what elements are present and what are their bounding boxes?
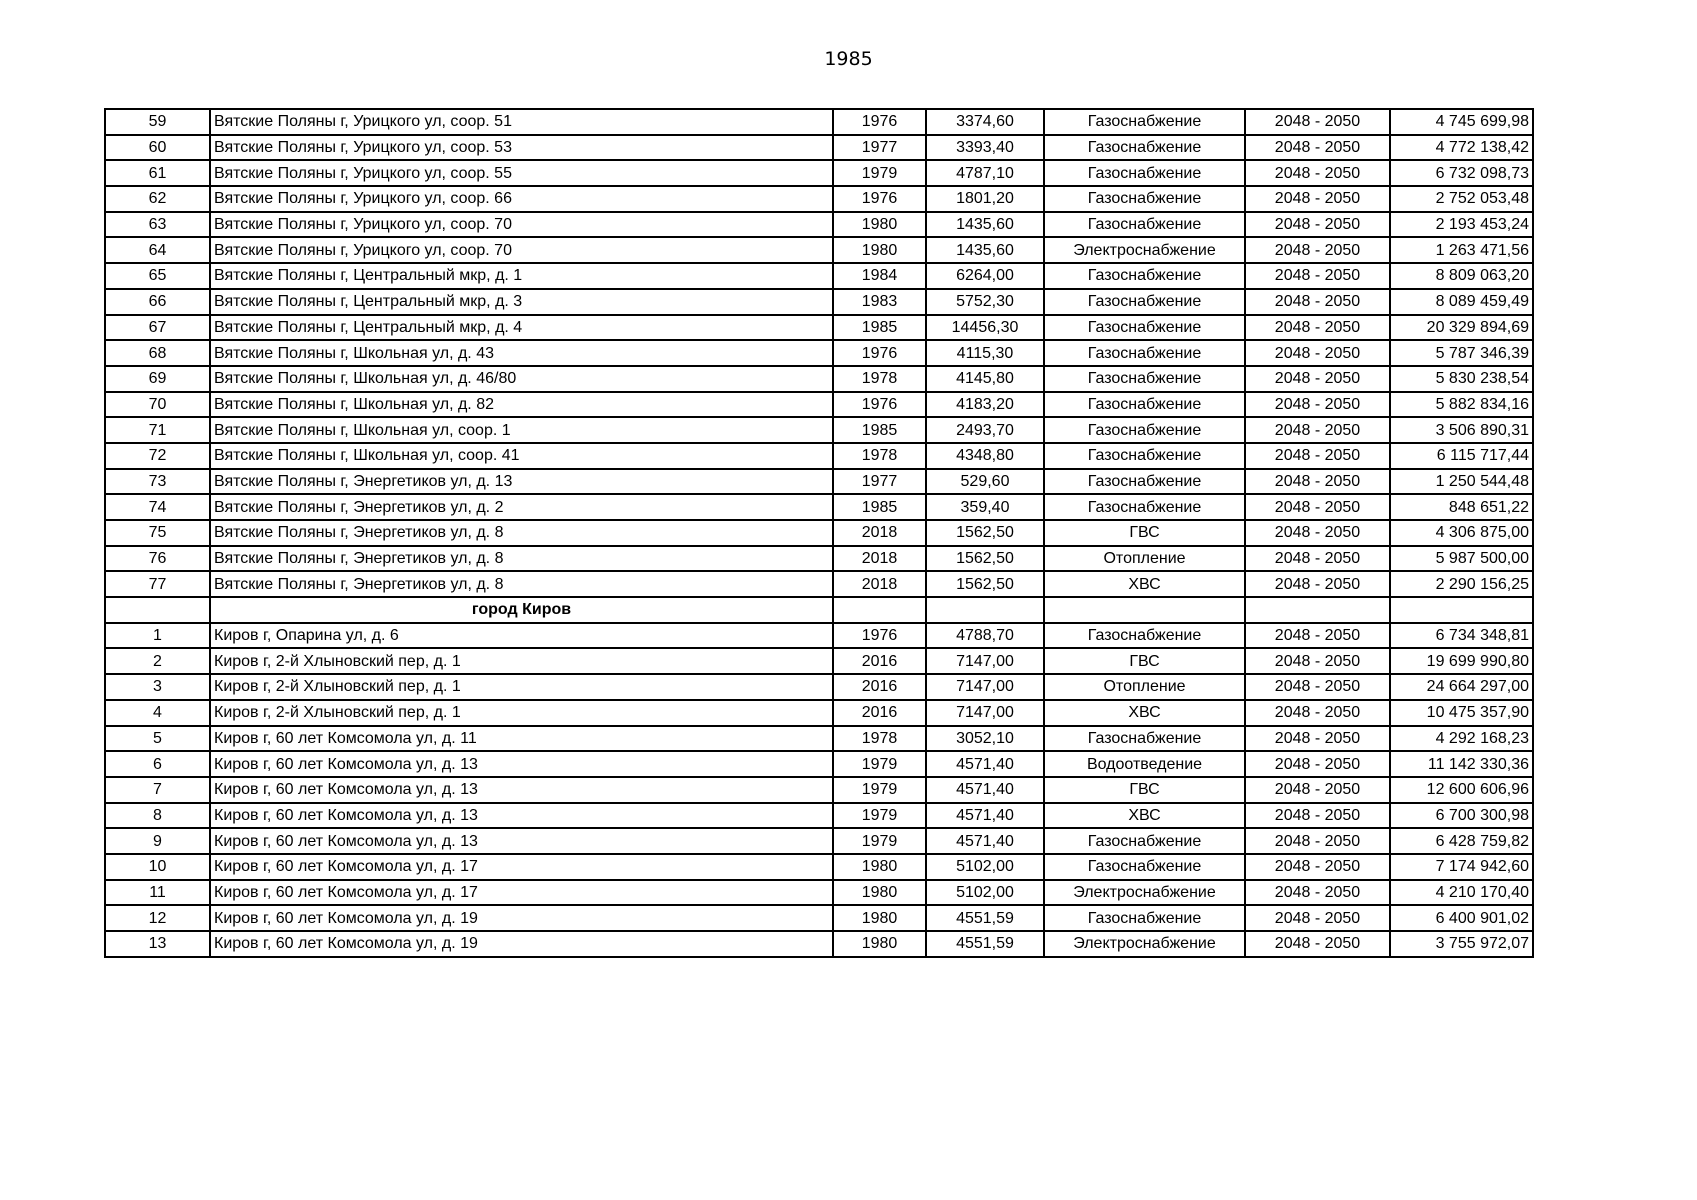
period-cell: 2048 - 2050 [1245,392,1390,418]
table-row [105,340,1533,366]
area-cell: 7147,00 [926,700,1044,726]
year-cell: 1976 [833,392,926,418]
address-cell: Вятские Поляны г, Школьная ул, соор. 41 [210,443,833,469]
service-type-cell: Газоснабжение [1044,905,1245,931]
row-number-cell: 59 [105,109,210,135]
period-cell: 2048 - 2050 [1245,828,1390,854]
cost-cell: 19 699 990,80 [1390,648,1533,674]
year-cell: 1980 [833,212,926,238]
address-cell: Киров г, Опарина ул, д. 6 [210,623,833,649]
cost-cell: 1 263 471,56 [1390,237,1533,263]
section-title: город Киров [210,597,833,623]
year-cell: 1985 [833,494,926,520]
service-type-cell: Газоснабжение [1044,289,1245,315]
row-number-cell: 60 [105,135,210,161]
service-type-cell: Газоснабжение [1044,366,1245,392]
cost-cell: 6 400 901,02 [1390,905,1533,931]
service-type-cell: Газоснабжение [1044,160,1245,186]
year-cell: 1979 [833,751,926,777]
row-number-cell: 77 [105,571,210,597]
cost-cell [1390,597,1533,623]
cost-cell: 10 475 357,90 [1390,700,1533,726]
cost-cell: 4 292 168,23 [1390,726,1533,752]
period-cell: 2048 - 2050 [1245,443,1390,469]
year-cell: 1980 [833,931,926,957]
period-cell: 2048 - 2050 [1245,160,1390,186]
cost-cell: 11 142 330,36 [1390,751,1533,777]
period-cell: 2048 - 2050 [1245,469,1390,495]
year-cell: 1978 [833,366,926,392]
area-cell: 4571,40 [926,777,1044,803]
period-cell: 2048 - 2050 [1245,289,1390,315]
period-cell: 2048 - 2050 [1245,726,1390,752]
table-row [105,931,1533,957]
address-cell: Вятские Поляны г, Урицкого ул, соор. 55 [210,160,833,186]
table-row [105,674,1533,700]
year-cell: 1976 [833,186,926,212]
period-cell: 2048 - 2050 [1245,494,1390,520]
address-cell: Киров г, 60 лет Комсомола ул, д. 19 [210,905,833,931]
area-cell: 3052,10 [926,726,1044,752]
cost-cell: 4 772 138,42 [1390,135,1533,161]
row-number-cell: 67 [105,315,210,341]
address-cell: Вятские Поляны г, Энергетиков ул, д. 8 [210,571,833,597]
cost-cell: 2 193 453,24 [1390,212,1533,238]
cost-cell: 20 329 894,69 [1390,315,1533,341]
year-cell: 1984 [833,263,926,289]
row-number-cell: 71 [105,417,210,443]
row-number-cell: 74 [105,494,210,520]
year-cell: 2016 [833,648,926,674]
year-cell: 1985 [833,417,926,443]
year-cell: 2018 [833,520,926,546]
table-row [105,905,1533,931]
year-cell [833,597,926,623]
area-cell: 3374,60 [926,109,1044,135]
cost-cell: 6 700 300,98 [1390,803,1533,829]
service-type-cell: Газоснабжение [1044,469,1245,495]
row-number-cell: 64 [105,237,210,263]
cost-cell: 4 306 875,00 [1390,520,1533,546]
row-number-cell: 3 [105,674,210,700]
row-number-cell: 66 [105,289,210,315]
service-type-cell: Газоснабжение [1044,263,1245,289]
repair-schedule-table [104,108,1534,958]
year-cell: 1979 [833,160,926,186]
service-type-cell: Электроснабжение [1044,237,1245,263]
area-cell: 3393,40 [926,135,1044,161]
row-number-cell: 9 [105,828,210,854]
cost-cell: 8 809 063,20 [1390,263,1533,289]
cost-cell: 5 987 500,00 [1390,546,1533,572]
service-type-cell: Газоснабжение [1044,212,1245,238]
address-cell: Киров г, 2-й Хлыновский пер, д. 1 [210,674,833,700]
row-number-cell: 72 [105,443,210,469]
cost-cell: 6 115 717,44 [1390,443,1533,469]
area-cell: 7147,00 [926,674,1044,700]
table-row [105,700,1533,726]
address-cell: Вятские Поляны г, Урицкого ул, соор. 51 [210,109,833,135]
cost-cell: 5 787 346,39 [1390,340,1533,366]
table-row [105,135,1533,161]
address-cell: Вятские Поляны г, Школьная ул, д. 46/80 [210,366,833,392]
service-type-cell: Газоснабжение [1044,623,1245,649]
area-cell: 4551,59 [926,905,1044,931]
period-cell: 2048 - 2050 [1245,135,1390,161]
period-cell: 2048 - 2050 [1245,623,1390,649]
service-type-cell: ГВС [1044,648,1245,674]
table-body [105,109,1533,957]
service-type-cell: ХВС [1044,700,1245,726]
address-cell: Киров г, 60 лет Комсомола ул, д. 19 [210,931,833,957]
area-cell: 359,40 [926,494,1044,520]
service-type-cell: Газоснабжение [1044,443,1245,469]
address-cell: Киров г, 60 лет Комсомола ул, д. 17 [210,854,833,880]
area-cell: 5752,30 [926,289,1044,315]
area-cell: 7147,00 [926,648,1044,674]
area-cell: 1562,50 [926,520,1044,546]
year-cell: 1976 [833,340,926,366]
area-cell: 4115,30 [926,340,1044,366]
service-type-cell: Газоснабжение [1044,186,1245,212]
service-type-cell: Отопление [1044,546,1245,572]
cost-cell: 12 600 606,96 [1390,777,1533,803]
cost-cell: 3 755 972,07 [1390,931,1533,957]
cost-cell: 2 752 053,48 [1390,186,1533,212]
year-cell: 2016 [833,674,926,700]
table-row [105,803,1533,829]
row-number-cell: 73 [105,469,210,495]
table-row [105,546,1533,572]
row-number-cell: 63 [105,212,210,238]
area-cell: 4571,40 [926,803,1044,829]
year-cell: 1978 [833,443,926,469]
section-header-row [105,597,1533,623]
period-cell: 2048 - 2050 [1245,854,1390,880]
cost-cell: 8 089 459,49 [1390,289,1533,315]
address-cell: Киров г, 60 лет Комсомола ул, д. 13 [210,751,833,777]
year-cell: 2018 [833,546,926,572]
year-cell: 1979 [833,777,926,803]
period-cell: 2048 - 2050 [1245,751,1390,777]
table-row [105,443,1533,469]
period-cell: 2048 - 2050 [1245,880,1390,906]
address-cell: Вятские Поляны г, Урицкого ул, соор. 53 [210,135,833,161]
year-cell: 1976 [833,623,926,649]
year-cell: 1980 [833,854,926,880]
cost-cell: 24 664 297,00 [1390,674,1533,700]
table-row [105,777,1533,803]
table-row [105,623,1533,649]
cost-cell: 6 428 759,82 [1390,828,1533,854]
table-row [105,648,1533,674]
row-number-cell: 75 [105,520,210,546]
cost-cell: 6 732 098,73 [1390,160,1533,186]
table-row [105,109,1533,135]
service-type-cell: Газоснабжение [1044,417,1245,443]
area-cell: 4348,80 [926,443,1044,469]
service-type-cell: Газоснабжение [1044,135,1245,161]
year-cell: 1980 [833,905,926,931]
period-cell: 2048 - 2050 [1245,315,1390,341]
year-cell: 1977 [833,135,926,161]
period-cell: 2048 - 2050 [1245,931,1390,957]
period-cell: 2048 - 2050 [1245,905,1390,931]
year-cell: 1977 [833,469,926,495]
service-type-cell: Газоснабжение [1044,109,1245,135]
address-cell: Вятские Поляны г, Энергетиков ул, д. 13 [210,469,833,495]
table-row [105,828,1533,854]
period-cell: 2048 - 2050 [1245,674,1390,700]
table-row [105,854,1533,880]
table-row [105,751,1533,777]
period-cell: 2048 - 2050 [1245,777,1390,803]
address-cell: Киров г, 60 лет Комсомола ул, д. 11 [210,726,833,752]
table-row [105,494,1533,520]
area-cell: 1562,50 [926,546,1044,572]
service-type-cell: Электроснабжение [1044,931,1245,957]
table-row [105,315,1533,341]
period-cell: 2048 - 2050 [1245,520,1390,546]
row-number-cell: 11 [105,880,210,906]
area-cell: 14456,30 [926,315,1044,341]
table-row [105,571,1533,597]
address-cell: Киров г, 60 лет Комсомола ул, д. 13 [210,777,833,803]
row-number-cell: 69 [105,366,210,392]
service-type-cell: Газоснабжение [1044,392,1245,418]
table-row [105,417,1533,443]
area-cell: 1435,60 [926,212,1044,238]
address-cell: Вятские Поляны г, Школьная ул, соор. 1 [210,417,833,443]
row-number-cell: 65 [105,263,210,289]
address-cell: Вятские Поляны г, Энергетиков ул, д. 2 [210,494,833,520]
row-number-cell: 68 [105,340,210,366]
service-type-cell: Газоснабжение [1044,828,1245,854]
cost-cell: 5 882 834,16 [1390,392,1533,418]
address-cell: Вятские Поляны г, Центральный мкр, д. 1 [210,263,833,289]
year-cell: 1979 [833,828,926,854]
table-row [105,160,1533,186]
row-number-cell: 4 [105,700,210,726]
cost-cell: 5 830 238,54 [1390,366,1533,392]
area-cell: 4788,70 [926,623,1044,649]
area-cell: 4145,80 [926,366,1044,392]
row-number-cell: 12 [105,905,210,931]
year-cell: 1979 [833,803,926,829]
table-row [105,212,1533,238]
year-cell: 1976 [833,109,926,135]
page-number: 1985 [824,48,873,70]
address-cell: Вятские Поляны г, Урицкого ул, соор. 66 [210,186,833,212]
table-row [105,289,1533,315]
period-cell: 2048 - 2050 [1245,571,1390,597]
service-type-cell: ХВС [1044,571,1245,597]
area-cell: 4183,20 [926,392,1044,418]
area-cell: 1435,60 [926,237,1044,263]
row-number-cell: 8 [105,803,210,829]
service-type-cell [1044,597,1245,623]
period-cell: 2048 - 2050 [1245,546,1390,572]
area-cell: 5102,00 [926,854,1044,880]
area-cell: 1801,20 [926,186,1044,212]
table-row [105,186,1533,212]
address-cell: Вятские Поляны г, Урицкого ул, соор. 70 [210,237,833,263]
cost-cell: 6 734 348,81 [1390,623,1533,649]
cost-cell: 1 250 544,48 [1390,469,1533,495]
row-number-cell: 10 [105,854,210,880]
year-cell: 2018 [833,571,926,597]
cost-cell: 3 506 890,31 [1390,417,1533,443]
service-type-cell: Газоснабжение [1044,854,1245,880]
area-cell: 529,60 [926,469,1044,495]
address-cell: Вятские Поляны г, Энергетиков ул, д. 8 [210,546,833,572]
row-number-cell: 7 [105,777,210,803]
table-row [105,392,1533,418]
period-cell: 2048 - 2050 [1245,648,1390,674]
period-cell: 2048 - 2050 [1245,700,1390,726]
row-number-cell: 2 [105,648,210,674]
area-cell: 6264,00 [926,263,1044,289]
service-type-cell: Электроснабжение [1044,880,1245,906]
service-type-cell: Газоснабжение [1044,494,1245,520]
table-row [105,263,1533,289]
year-cell: 2016 [833,700,926,726]
period-cell: 2048 - 2050 [1245,263,1390,289]
cost-cell: 7 174 942,60 [1390,854,1533,880]
area-cell: 5102,00 [926,880,1044,906]
service-type-cell: Газоснабжение [1044,340,1245,366]
row-number-cell: 61 [105,160,210,186]
row-number-cell: 5 [105,726,210,752]
area-cell: 4787,10 [926,160,1044,186]
area-cell [926,597,1044,623]
address-cell: Вятские Поляны г, Урицкого ул, соор. 70 [210,212,833,238]
address-cell: Киров г, 60 лет Комсомола ул, д. 17 [210,880,833,906]
cost-cell: 4 210 170,40 [1390,880,1533,906]
service-type-cell: ХВС [1044,803,1245,829]
year-cell: 1978 [833,726,926,752]
address-cell: Вятские Поляны г, Школьная ул, д. 43 [210,340,833,366]
address-cell: Вятские Поляны г, Школьная ул, д. 82 [210,392,833,418]
row-number-cell: 76 [105,546,210,572]
address-cell: Киров г, 2-й Хлыновский пер, д. 1 [210,648,833,674]
period-cell: 2048 - 2050 [1245,417,1390,443]
table-row [105,726,1533,752]
area-cell: 4571,40 [926,751,1044,777]
period-cell: 2048 - 2050 [1245,366,1390,392]
cost-cell: 848 651,22 [1390,494,1533,520]
period-cell: 2048 - 2050 [1245,237,1390,263]
cost-cell: 4 745 699,98 [1390,109,1533,135]
table-row [105,237,1533,263]
row-number-cell: 6 [105,751,210,777]
year-cell: 1985 [833,315,926,341]
area-cell: 4551,59 [926,931,1044,957]
address-cell: Вятские Поляны г, Центральный мкр, д. 4 [210,315,833,341]
service-type-cell: Газоснабжение [1044,315,1245,341]
year-cell: 1980 [833,237,926,263]
row-number-cell: 62 [105,186,210,212]
year-cell: 1980 [833,880,926,906]
area-cell: 2493,70 [926,417,1044,443]
address-cell: Киров г, 60 лет Комсомола ул, д. 13 [210,803,833,829]
row-number-cell [105,597,210,623]
table-row [105,469,1533,495]
address-cell: Киров г, 60 лет Комсомола ул, д. 13 [210,828,833,854]
area-cell: 1562,50 [926,571,1044,597]
service-type-cell: ГВС [1044,777,1245,803]
service-type-cell: Газоснабжение [1044,726,1245,752]
service-type-cell: Водоотведение [1044,751,1245,777]
table-row [105,520,1533,546]
address-cell: Вятские Поляны г, Энергетиков ул, д. 8 [210,520,833,546]
cost-cell: 2 290 156,25 [1390,571,1533,597]
row-number-cell: 70 [105,392,210,418]
period-cell [1245,597,1390,623]
period-cell: 2048 - 2050 [1245,212,1390,238]
row-number-cell: 13 [105,931,210,957]
table-row [105,366,1533,392]
table-row [105,880,1533,906]
service-type-cell: ГВС [1044,520,1245,546]
area-cell: 4571,40 [926,828,1044,854]
address-cell: Киров г, 2-й Хлыновский пер, д. 1 [210,700,833,726]
period-cell: 2048 - 2050 [1245,109,1390,135]
period-cell: 2048 - 2050 [1245,803,1390,829]
period-cell: 2048 - 2050 [1245,186,1390,212]
year-cell: 1983 [833,289,926,315]
row-number-cell: 1 [105,623,210,649]
period-cell: 2048 - 2050 [1245,340,1390,366]
service-type-cell: Отопление [1044,674,1245,700]
address-cell: Вятские Поляны г, Центральный мкр, д. 3 [210,289,833,315]
